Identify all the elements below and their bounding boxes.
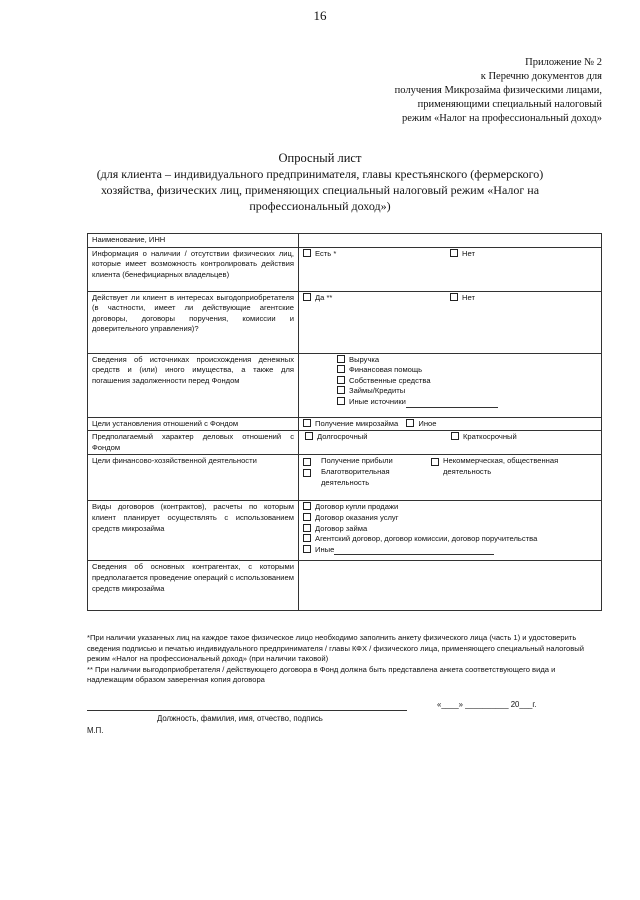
- checkbox-icon[interactable]: [337, 355, 345, 363]
- title-subtitle: профессиональный доход»): [249, 199, 391, 213]
- row-label: Информация о наличии / отсутствии физических лиц, которые имеет возможность контролировать действия клиента (бенефициарных владельцев): [88, 247, 299, 291]
- checkbox-icon[interactable]: [337, 397, 345, 405]
- option-no[interactable]: [450, 293, 597, 304]
- option-label: Займы/Кредиты: [349, 386, 406, 396]
- option-sale-contract[interactable]: [303, 502, 597, 513]
- option-label: Иное: [418, 418, 437, 428]
- page-title: Опросный лист: [278, 151, 362, 165]
- checkbox-icon[interactable]: [303, 524, 311, 532]
- row-business-goals: [88, 455, 602, 501]
- appendix-line: Приложение № 2: [525, 57, 602, 68]
- date-field[interactable]: «____» __________ 20___г.: [437, 700, 537, 709]
- row-label: Цели финансово-хозяйственной деятельности: [88, 455, 299, 501]
- option-agency-contract[interactable]: [303, 534, 597, 545]
- option-label: Договор займа: [315, 523, 368, 533]
- row-beneficiaries: [88, 247, 602, 291]
- footnote: *При наличии указанных лиц на каждое такое физическое лицо необходимо заполнить анкету физического лица (часть 1) и удостоверить сведения подписью и печатью индивидуального предпринимателя / главы КФХ / физического лица, применяющего специальный налоговый режим «Налог на профессиональный доход» (при наличии таковой): [87, 633, 584, 664]
- option-loan-contract[interactable]: [303, 524, 597, 535]
- answer-cell: [299, 247, 602, 291]
- checkbox-icon[interactable]: [303, 458, 311, 466]
- option-label: Нет: [462, 292, 475, 302]
- questionnaire-title: [60, 150, 580, 214]
- questionnaire-table: [87, 233, 602, 611]
- option-profit[interactable]: [303, 456, 431, 467]
- checkbox-icon[interactable]: [451, 432, 459, 440]
- row-funds-source: [88, 353, 602, 417]
- option-label: Да **: [315, 292, 333, 302]
- row-name: [88, 234, 602, 248]
- checkbox-icon[interactable]: [337, 376, 345, 384]
- answer-cell: [299, 417, 602, 431]
- row-label: Наименование, ИНН: [88, 234, 299, 248]
- answer-cell: [299, 431, 602, 455]
- row-label: Сведения об основных контрагентах, с которыми предполагается проведение операций с использованием средств микрозайма: [88, 561, 299, 611]
- checkbox-icon[interactable]: [450, 293, 458, 301]
- option-label: Есть *: [315, 248, 337, 258]
- option-label: Договор купли продажи: [315, 502, 399, 512]
- option-label: Нет: [462, 248, 475, 258]
- option-services-contract[interactable]: [303, 513, 597, 524]
- checkbox-icon[interactable]: [303, 545, 311, 553]
- checkbox-icon[interactable]: [303, 534, 311, 542]
- option-label: Получение прибыли: [321, 456, 393, 466]
- option-label: Финансовая помощь: [349, 365, 423, 375]
- checkbox-icon[interactable]: [303, 502, 311, 510]
- checkbox-icon[interactable]: [406, 419, 414, 427]
- option-label: Собственные средства: [349, 375, 431, 385]
- checkbox-icon[interactable]: [431, 458, 439, 466]
- option-yes[interactable]: [303, 293, 450, 304]
- appendix-line: получения Микрозайма физическими лицами,: [394, 85, 602, 96]
- other-contracts-field[interactable]: [334, 554, 494, 555]
- option-financial-aid[interactable]: [337, 365, 597, 376]
- row-relations-goal: [88, 417, 602, 431]
- option-no[interactable]: [450, 249, 597, 260]
- option-label: Благотворительная деятельность: [321, 466, 390, 487]
- signature-caption: Должность, фамилия, имя, отчество, подпись: [157, 714, 323, 723]
- title-subtitle: хозяйства, физических лиц, применяющих специальный налоговый режим «Налог на: [100, 183, 540, 197]
- option-label: Договор оказания услуг: [315, 512, 399, 522]
- row-label: Действует ли клиент в интересах выгодоприобретателя (в частности, имеет ли действующие агентские договоры, договоры поручения, комиссии и доверительного управления)?: [88, 291, 299, 353]
- option-other[interactable]: [406, 419, 436, 428]
- option-label: Долгосрочный: [317, 432, 368, 442]
- footnote: ** При наличии выгодоприобретателя / действующего договора в Фонд должна быть представлена анкета соответствующего вида и надлежащим образом заверенная копия договора: [87, 664, 556, 685]
- option-label: Получение микрозайма: [315, 418, 399, 428]
- row-contracts: [88, 501, 602, 561]
- other-sources-field[interactable]: [406, 407, 498, 408]
- option-label: Выручка: [349, 354, 380, 364]
- option-short-term[interactable]: [451, 432, 597, 443]
- option-own-funds[interactable]: [337, 376, 597, 387]
- option-label: Иные источники: [349, 396, 406, 406]
- row-counterparties: [88, 561, 602, 611]
- option-charity[interactable]: [303, 467, 431, 488]
- row-beneficiary-acts: [88, 291, 602, 353]
- row-label: Сведения об источниках происхождения денежных средств и (или) иного имущества, а также для погашения задолженности перед Фондом: [88, 353, 299, 417]
- option-label: Краткосрочный: [463, 432, 517, 442]
- row-label: Виды договоров (контрактов), расчеты по которым клиент планирует осуществлять с использованием средств микрозайма: [88, 501, 299, 561]
- title-subtitle: (для клиента – индивидуального предпринимателя, главы крестьянского (фермерского): [96, 167, 544, 181]
- checkbox-icon[interactable]: [303, 469, 311, 477]
- option-microloan[interactable]: [303, 419, 398, 428]
- checkbox-icon[interactable]: [303, 293, 311, 301]
- answer-cell: [299, 291, 602, 353]
- checkbox-icon[interactable]: [305, 432, 313, 440]
- appendix-line: режим «Налог на профессиональный доход»: [401, 113, 602, 124]
- signature-line[interactable]: [87, 710, 407, 711]
- row-label: Предполагаемый характер деловых отношений с Фондом: [88, 431, 299, 455]
- option-label: Некоммерческая, общественная деятельность: [443, 456, 559, 476]
- footnotes: [87, 633, 602, 686]
- stamp-placeholder: М.П.: [87, 726, 104, 735]
- checkbox-icon[interactable]: [337, 386, 345, 394]
- appendix-header: [282, 56, 602, 126]
- option-other-contracts[interactable]: [303, 545, 597, 556]
- counterparties-field[interactable]: [299, 561, 602, 611]
- option-revenue[interactable]: [337, 355, 597, 366]
- name-inn-field[interactable]: [299, 234, 602, 248]
- option-loans[interactable]: [337, 386, 597, 397]
- row-label: Цели установления отношений с Фондом: [88, 417, 299, 431]
- checkbox-icon[interactable]: [303, 249, 311, 257]
- appendix-line: к Перечню документов для: [480, 71, 602, 82]
- checkbox-icon[interactable]: [337, 365, 345, 373]
- page-number: 16: [313, 8, 327, 23]
- checkbox-icon[interactable]: [450, 249, 458, 257]
- answer-cell: [299, 501, 602, 561]
- row-relations-nature: [88, 431, 602, 455]
- option-label: Агентский договор, договор комиссии, договор поручительства: [315, 534, 538, 544]
- option-nonprofit[interactable]: [431, 456, 597, 488]
- checkbox-icon[interactable]: [303, 513, 311, 521]
- appendix-line: применяющими специальный налоговый: [417, 99, 602, 110]
- option-label: Иные: [315, 544, 335, 554]
- answer-cell: [299, 353, 602, 417]
- option-other-sources[interactable]: [337, 397, 597, 408]
- answer-cell: [299, 455, 602, 501]
- option-yes[interactable]: [303, 249, 450, 260]
- checkbox-icon[interactable]: [303, 419, 311, 427]
- option-long-term[interactable]: [305, 432, 451, 443]
